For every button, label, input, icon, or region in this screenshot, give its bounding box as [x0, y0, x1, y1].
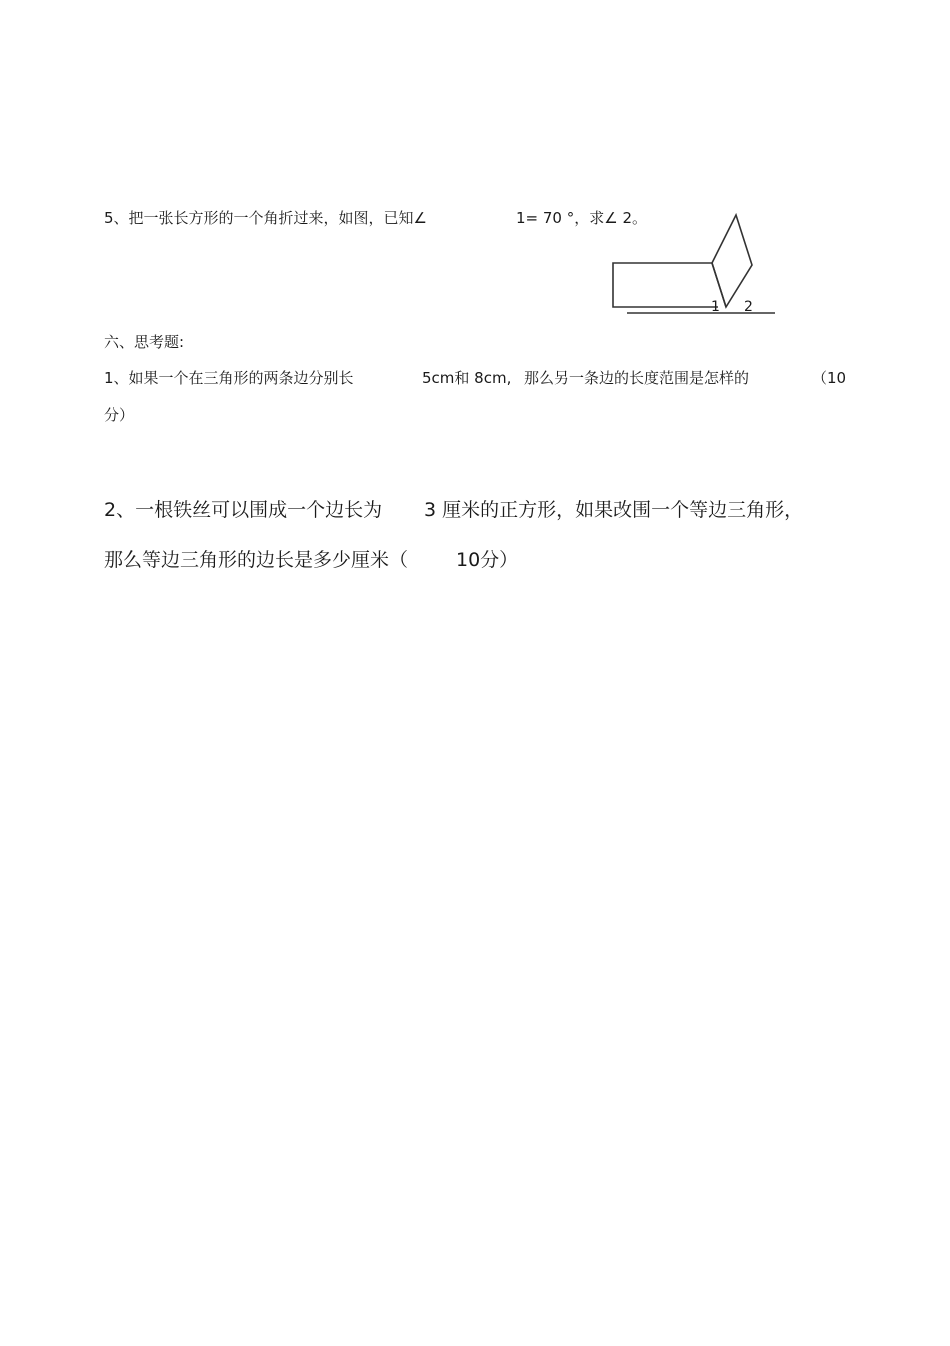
tq1-text-b: 5cm和 8cm,: [422, 369, 512, 387]
question-5-angle: 1= 70 °，求∠ 2。: [516, 209, 647, 227]
angle-1-label: 1: [711, 299, 720, 315]
section-6-heading: 六、思考题:: [104, 333, 185, 351]
folded-flap: [712, 215, 752, 307]
figure-drawing: [600, 205, 790, 325]
rectangle-outline: [613, 263, 718, 307]
tq2-text-c: 那么等边三角形的边长是多少厘米（: [104, 549, 409, 571]
tq1-text-c: 那么另一条边的长度范围是怎样的: [524, 369, 750, 387]
angle-2-label: 2: [744, 299, 753, 315]
tq1-text-a: 1、如果一个在三角形的两条边分别长: [104, 369, 354, 387]
tq2-text-b: 3 厘米的正方形，如果改围一个等边三角形，: [424, 499, 804, 521]
tq2-score: 10分）: [456, 549, 519, 571]
folded-rectangle-figure: [600, 205, 790, 325]
tq1-line2: 分）: [104, 406, 135, 424]
tq2-text-a: 2、一根铁丝可以围成一个边长为: [104, 499, 383, 521]
tq1-score: （10: [812, 369, 847, 387]
question-5-text: 5、把一张长方形的一个角折过来，如图，已知∠: [104, 209, 427, 227]
